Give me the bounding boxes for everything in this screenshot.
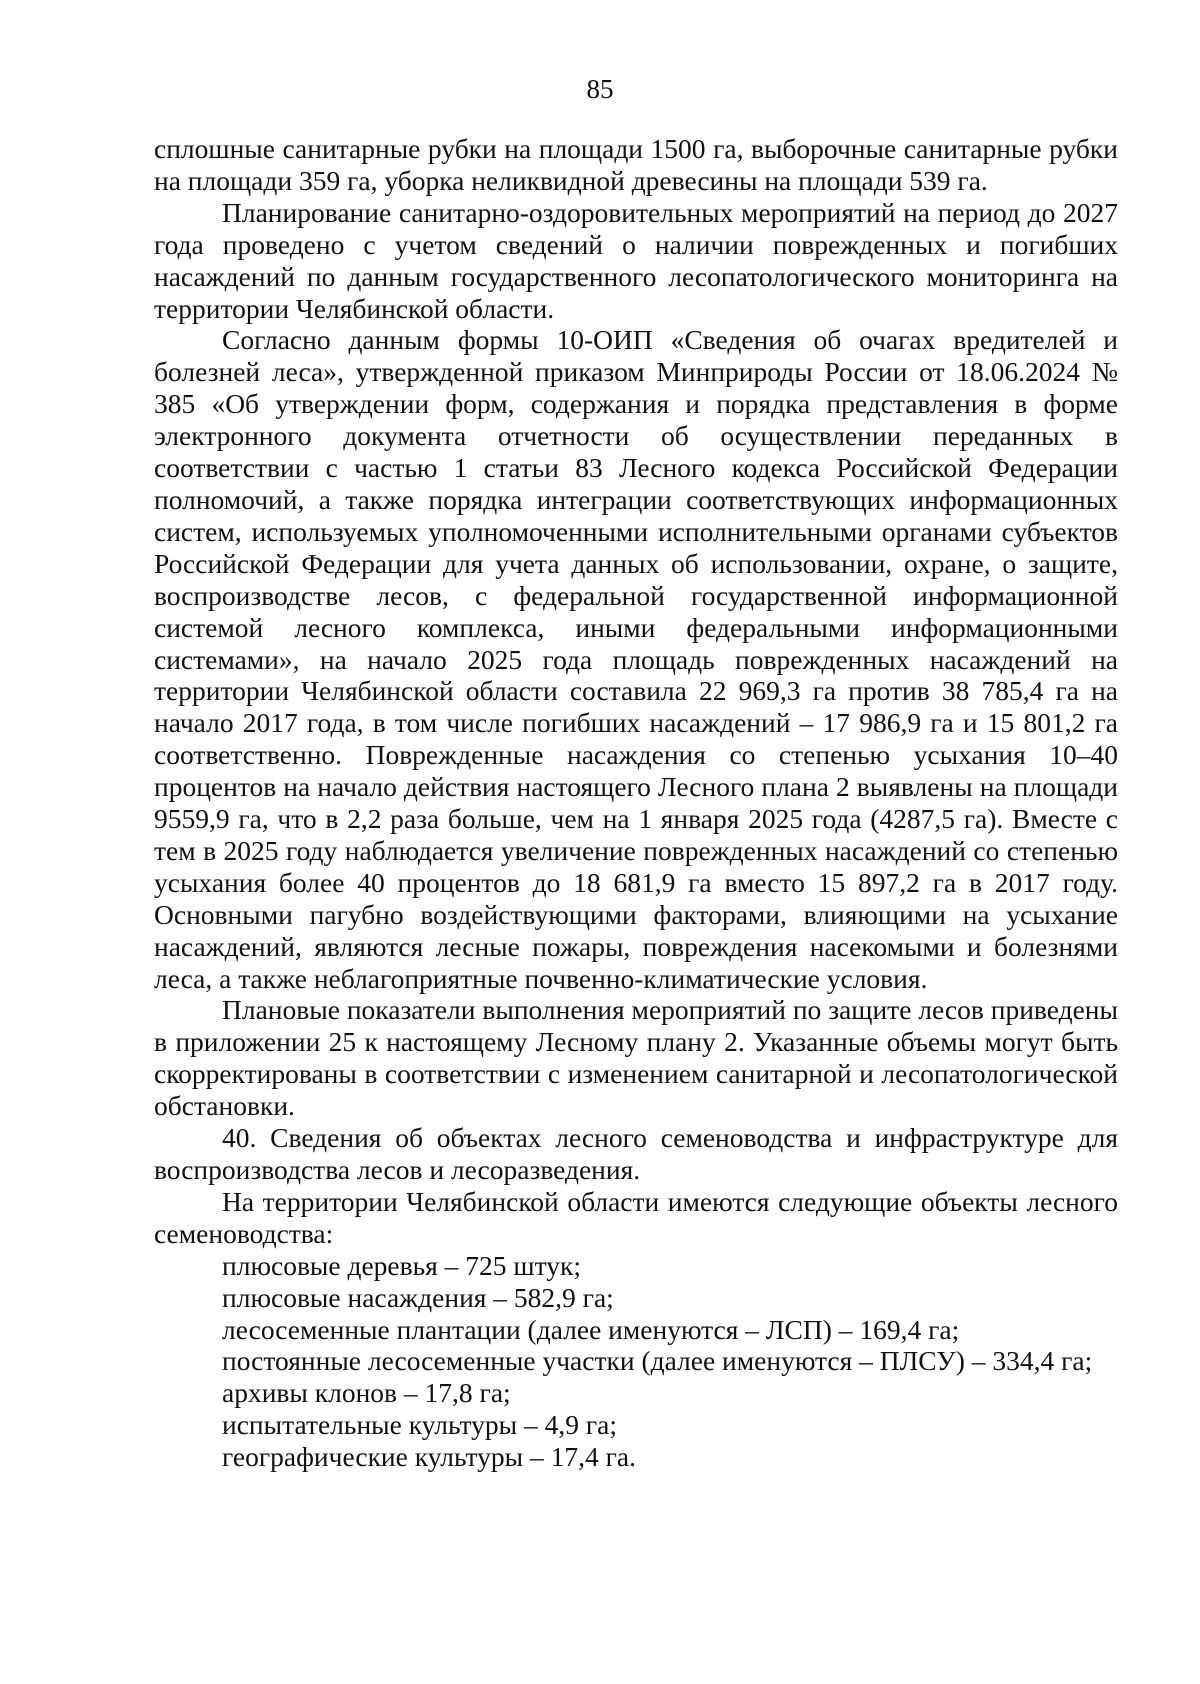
list-item: лесосеменные плантации (далее именуются – ЛСП) – 169,4 га; [222, 1313, 960, 1345]
paragraph-form-10-oip: Согласно данным формы 10-ОИП «Сведения об очагах вредителей и болезней леса», утвержденной приказом Минприроды России от 18.06.2024 № 385 «Об утверждении форм, содержания и порядка представления в форме электронного документа отчетности об осуществлении переданных в соответствии с частью 1 статьи 83 Лесного кодекса Российской Федерации полномочий, а также порядка интеграции соответствующих информационных систем, используемых уполномоченными исполнительными органами субъектов Российской Федерации для учета данных об использовании, охране, о защите, воспроизводстве лесов, с федеральной государственной информационной системой лесного комплекса, иными федеральными информационными системами», на начало 2025 года площадь поврежденных насаждений на территории Челябинской области составила 22 969,3 га против 38 785,4 га на начало 2017 года, в том числе погибших насаждений – 17 986,9 га и 15 801,2 га соответственно. Поврежденные насаждения со степенью усыхания 10–40 процентов на начало действия настоящего Лесного плана 2 выявлены на площади 9559,9 га, что в 2,2 раза больше, чем на 1 января 2025 года (4287,5 га). Вместе с тем в 2025 году наблюдается увеличение поврежденных насаждений со степенью усыхания более 40 процентов до 18 681,9 га вместо 15 897,2 га в 2017 году. Основными пагубно воздействующими факторами, влияющими на усыхание насаждений, являются лесные пожары, повреждения насекомыми и болезнями леса, а также неблагоприятные почвенно-климатические условия. [154, 324, 1118, 994]
list-item: плюсовые деревья – 725 штук; [222, 1249, 582, 1281]
document-body [154, 133, 1118, 1473]
list-item: географические культуры – 17,4 га. [222, 1441, 636, 1473]
list-item: архивы клонов – 17,8 га; [222, 1377, 511, 1409]
section-heading-40: 40. Сведения об объектах лесного семеноводства и инфраструктуре для воспроизводства лесов и лесоразведения. [154, 1122, 1118, 1185]
seed-objects-list [154, 1250, 1118, 1473]
paragraph-continuation: сплошные санитарные рубки на площади 1500 га, выборочные санитарные рубки на площади 359 га, уборка неликвидной древесины на площади 539 га. [154, 133, 1118, 196]
list-item: постоянные лесосеменные участки (далее именуются – ПЛСУ) – 334,4 га; [222, 1345, 1093, 1377]
list-item: плюсовые насаждения – 582,9 га; [222, 1281, 614, 1313]
paragraph-planning: Планирование санитарно-оздоровительных мероприятий на период до 2027 года проведено с учетом сведений о наличии поврежденных и погибших насаждений по данным государственного лесопатологического мониторинга на территории Челябинской области. [154, 196, 1118, 324]
page-number: 85 [586, 74, 614, 104]
list-item: испытательные культуры – 4,9 га; [222, 1409, 617, 1441]
paragraph-seed-objects-intro: На территории Челябинской области имеются следующие объекты лесного семеноводства: [154, 1185, 1118, 1249]
paragraph-plan-indicators: Плановые показатели выполнения мероприятий по защите лесов приведены в приложении 25 к настоящему Лесному плану 2. Указанные объемы могут быть скорректированы в соответствии с изменением санитарной и лесопатологической обстановки. [154, 994, 1118, 1122]
